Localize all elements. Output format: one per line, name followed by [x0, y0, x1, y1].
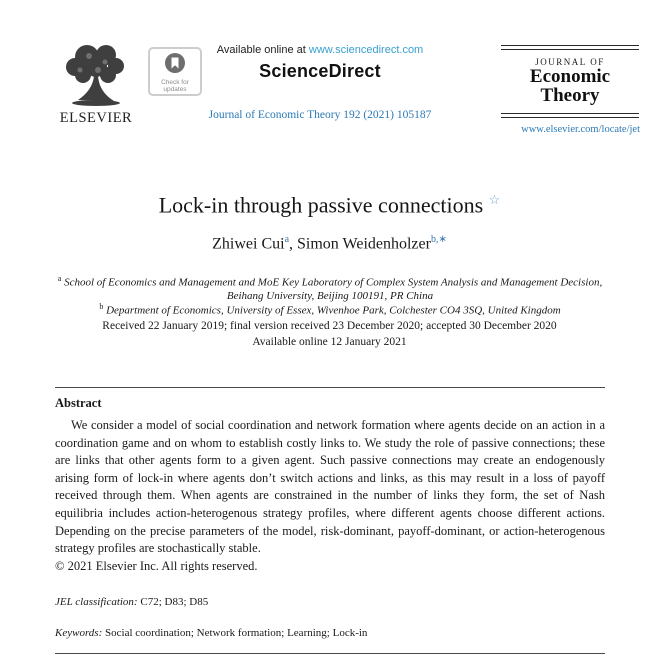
affiliation-b: $^b$ Department of Economics, University of Essex, Wivenhoe Park, Colchester CO4 3SQ, United Kingdom: [99, 302, 561, 317]
journal-of-label: JOURNAL OF: [535, 57, 605, 67]
journal-title-box: [501, 45, 639, 118]
copyright-line: © 2021 Elsevier Inc. All rights reserved.: [55, 558, 258, 573]
check-updates-text-line1: Check for: [161, 79, 189, 86]
author-1-affiliation-mark[interactable]: a: [284, 234, 290, 245]
journal-name-line1: Economic: [529, 66, 611, 87]
abstract-block: [55, 417, 605, 575]
check-updates-text-line2: updates: [163, 86, 187, 93]
title-footnote-star[interactable]: ☆: [488, 192, 501, 207]
keywords-label: Keywords:: [55, 627, 103, 639]
page-bottom-rule: [55, 653, 605, 654]
available-online-label: Available online at: [216, 44, 309, 56]
elsevier-tree-icon: [56, 42, 136, 108]
jel-classification-line: [55, 596, 605, 608]
author-line: [0, 234, 659, 253]
paper-title: Lock-in through passive connections ☆: [158, 192, 501, 218]
received-dates: Received 22 January 2019; final version received 23 December 2020; accepted 30 December 2020: [102, 320, 557, 332]
available-online-date: Available online 12 January 2021: [252, 336, 407, 348]
sciencedirect-link[interactable]: www.sciencedirect.com: [308, 44, 424, 56]
abstract-text: We consider a model of social coordination and network formation where agents decide on an action in a coordination game and on whom to establish costly links to. We study the role of passive connections; these are links that other agents form to a given agent. Such passive connections may create an endogenously arising form of lock-in where agents don’t switch actions and links, as this may result in a loss of payoff received through them. When agents are constrained in the number of links they form, the set of Nash equilibria includes action-heterogenous strategy profiles, where different agents choose different actions. Depending on the precise parameters of the model, risk-dominant, payoff-dominant, or action-heterogenous strategy profiles are stochastically stable.: [55, 418, 605, 556]
elsevier-logo: [54, 42, 138, 127]
elsevier-locate-jet-link[interactable]: www.elsevier.com/locate/jet: [521, 124, 640, 135]
affiliation-a-mark: a: [57, 274, 62, 283]
affiliation-b-mark: b: [99, 302, 104, 311]
journal-name-line2: Theory: [540, 85, 600, 106]
affiliation-a: $^a$ School of Economics and Management and MoE Key Laboratory of Complex System Analysis and Management Decision, Beihang University, Beijing 100191, PR China: [57, 274, 603, 303]
journal-citation-link[interactable]: Journal of Economic Theory 192 (2021) 105187: [208, 109, 432, 121]
keywords-line: [55, 627, 605, 639]
author-2-affiliation-mark[interactable]: b,∗: [430, 234, 447, 245]
abstract-top-rule: [55, 387, 605, 388]
sciencedirect-logo: ScienceDirect: [259, 61, 381, 81]
jel-label: JEL classification:: [55, 596, 138, 608]
header-center: [175, 44, 465, 82]
journal-box-bottom-rule: [501, 113, 639, 118]
author-2-name: Simon Weidenholzer: [297, 235, 431, 253]
author-1-name: Zhiwei Cui: [212, 235, 285, 253]
abstract-heading: Abstract: [55, 396, 102, 410]
keywords-values: Social coordination; Network formation; Learning; Lock-in: [102, 627, 368, 639]
jel-codes: C72; D83; D85: [137, 596, 209, 608]
elsevier-logo-text: ELSEVIER: [59, 110, 133, 126]
author-separator: ,: [289, 235, 298, 253]
journal-box-top-rule: [501, 45, 639, 50]
